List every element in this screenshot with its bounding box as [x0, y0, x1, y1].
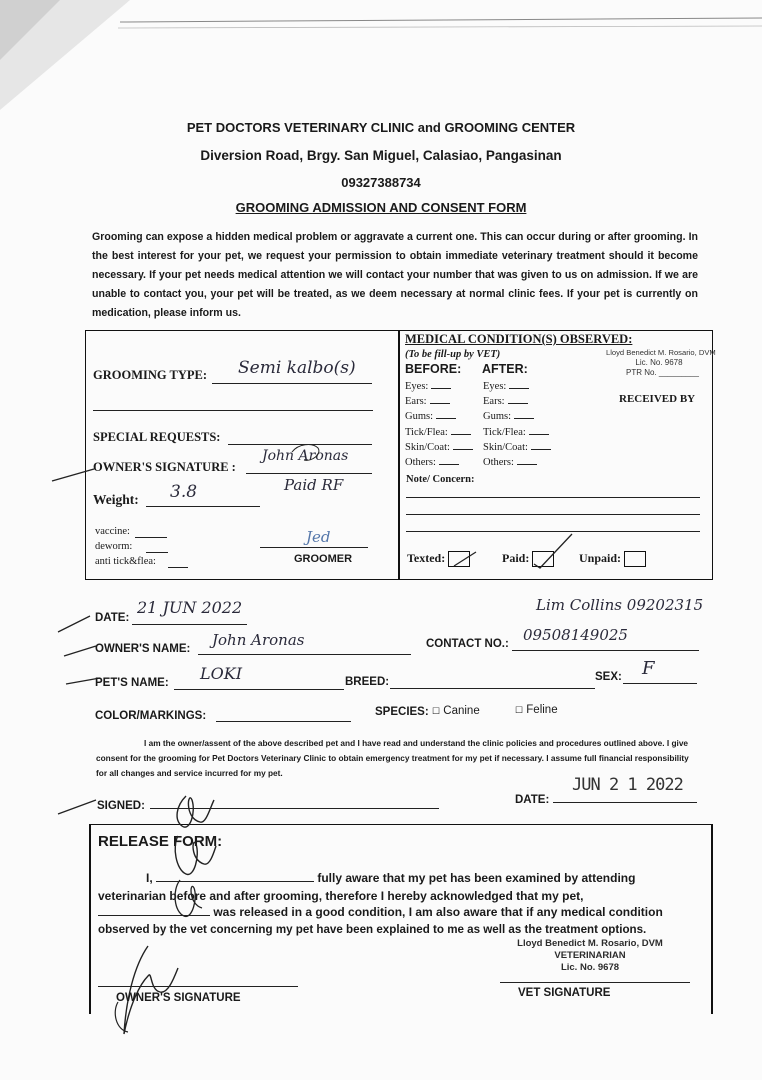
contact-label: CONTACT NO.: [426, 638, 509, 650]
vet-sig-line [500, 982, 690, 983]
contact-value: 09508149025 [523, 626, 628, 644]
note-line-2 [406, 514, 700, 515]
after-item [483, 410, 534, 422]
scan-edge-decoration [0, 0, 762, 110]
clinic-phone: 09327388734 [341, 175, 421, 190]
grooming-type-line-2 [93, 410, 373, 411]
intro-paragraph: Grooming can expose a hidden medical problem or aggravate a current one. This can occur during or after grooming. In the best interest for your pet, we request your permission to obtain immediate veterinary treatment should it become necessary. If your pet needs medical attention we will contact your number that was given to us on admission. If we are unable to contact you, your pet will be treated, as we deem necessary at normal clinic fees. If your pet is currently on medication, please inform us. [92, 231, 698, 319]
received-by-label: RECEIVED BY [619, 393, 696, 405]
release-line-4: observed by the vet concerning my pet have been explained to me as well as the treatment options. [98, 923, 647, 936]
before-item-label: Others: [405, 457, 436, 468]
owner-signature-line [246, 473, 372, 474]
grooming-type-line [212, 383, 372, 384]
date-label: DATE: [95, 612, 130, 624]
color-label: COLOR/MARKINGS: [95, 710, 207, 722]
release-line-3-text: was released in a good condition, I am also aware that if any medical condition [213, 905, 663, 919]
vet-stamp-top [606, 348, 716, 378]
release-title: RELEASE FORM: [98, 833, 223, 850]
vet-stamp-bottom-title: VETERINARIAN [554, 950, 626, 961]
groomer-line [260, 547, 368, 548]
breed-label: BREED: [345, 676, 390, 688]
after-label: AFTER: [482, 362, 528, 376]
after-item-blank [514, 410, 534, 419]
sex-value: F [642, 658, 655, 679]
medical-subtitle: (To be fill-up by VET) [405, 349, 501, 360]
after-item [483, 426, 549, 438]
canine-checkbox[interactable]: ☐ [432, 706, 441, 716]
sex-line [623, 683, 697, 684]
before-item-label: Tick/Flea: [405, 426, 448, 438]
after-item-blank [509, 380, 529, 389]
before-item-blank [453, 441, 473, 450]
after-item-label: Ears: [483, 396, 505, 408]
before-item [405, 380, 451, 392]
after-item-label: Others: [483, 457, 514, 468]
release-right-border [711, 824, 713, 1014]
after-item [483, 441, 551, 453]
owner-signature-label: OWNER'S SIGNATURE : [93, 460, 236, 474]
antitick-line [168, 567, 188, 568]
after-item [483, 456, 537, 468]
feline-label: Feline [526, 704, 558, 716]
feline-checkbox[interactable]: ☐ [515, 705, 524, 715]
before-item [405, 395, 450, 407]
species-canine-option[interactable] [432, 705, 480, 717]
before-item-blank [451, 426, 471, 435]
before-item [405, 426, 471, 438]
release-line-3 [98, 902, 696, 922]
date-line [132, 624, 247, 625]
deworm-line [146, 552, 168, 553]
clinic-address: Diversion Road, Brgy. San Miguel, Calasiao, Pangasinan [200, 148, 562, 163]
after-item-label: Skin/Coat: [483, 441, 528, 453]
after-item-label: Tick/Flea: [483, 426, 526, 438]
after-item-blank [508, 395, 528, 404]
after-item-blank [517, 456, 537, 465]
before-item-blank [430, 395, 450, 404]
before-item-blank [431, 380, 451, 389]
pet-name-value: LOKI [200, 664, 243, 683]
after-item-label: Gums: [483, 411, 512, 423]
before-item-label: Skin/Coat: [405, 441, 450, 453]
pet-name-line [174, 689, 344, 690]
weight-value: 3.8 [170, 482, 198, 502]
color-line [216, 721, 351, 722]
vaccine-line [135, 537, 167, 538]
release-i: I, [146, 871, 153, 885]
weight-label: Weight: [93, 492, 139, 507]
groomer-label: GROOMER [294, 553, 353, 565]
after-item [483, 380, 529, 392]
vet-stamp-lic: Lic. No. 9678 [635, 358, 683, 367]
canine-label: Canine [443, 705, 480, 717]
weight-line [146, 506, 260, 507]
before-item-blank [439, 456, 459, 465]
pet-name-label: PET'S NAME: [95, 677, 169, 689]
release-line-2: veterinarian before and after grooming, therefore I hereby acknowledged that my pet, [98, 889, 584, 903]
note-label: Note/ Concern: [406, 474, 475, 485]
before-item [405, 441, 473, 453]
clinic-name: PET DOCTORS VETERINARY CLINIC and GROOMING CENTER [186, 120, 576, 135]
release-line-1-text: fully aware that my pet has been examined by attending [317, 871, 636, 885]
vet-stamp-bottom-name: Lloyd Benedict M. Rosario, DVM [517, 938, 663, 949]
vet-stamp-bottom [500, 938, 680, 974]
consent-text: I am the owner/assent of the above described pet and I have read and understand the clinic policies and procedures outlined above. I give consent for the grooming for Pet Doctors Veterinary Clinic to obtain emergency treatment for my pet if necessary. I assume full financial responsibility for all changes and service incurred for my pet. [96, 738, 689, 778]
owner-sig-label: OWNER'S SIGNATURE [116, 992, 241, 1004]
check-marks [452, 530, 582, 570]
before-label: BEFORE: [405, 362, 462, 376]
grooming-type-value: Semi kalbo(s) [238, 358, 356, 378]
before-item [405, 410, 456, 422]
before-item-label: Ears: [405, 396, 427, 408]
antitick-label: anti tick&flea: [95, 556, 156, 567]
before-item-label: Eyes: [405, 381, 429, 392]
owner-name-label: OWNER'S NAME: [95, 643, 191, 655]
owner-signature-value: John Aronas [262, 448, 349, 464]
vet-stamp-name: Lloyd Benedict M. Rosario, DVM [606, 348, 716, 357]
release-line-1 [98, 868, 696, 888]
check-mark-owner [50, 455, 100, 485]
texted-label: Texted: [407, 551, 446, 565]
medical-title: MEDICAL CONDITION(S) OBSERVED: [405, 332, 633, 346]
consent-date-label: DATE: [515, 794, 550, 806]
sex-label: SEX: [595, 671, 622, 683]
deworm-label: deworm: [95, 541, 133, 552]
extra-note: Lim Collins 09202315 [536, 596, 704, 614]
unpaid-label: Unpaid: [579, 551, 622, 565]
owner-name-value: John Aronas [212, 631, 305, 649]
vaccine-label: vaccine: [95, 526, 130, 537]
consent-date-line [553, 802, 697, 803]
after-item-label: Eyes: [483, 381, 507, 392]
after-item-blank [531, 441, 551, 450]
breed-line [390, 688, 595, 689]
paid-note: Paid RF [284, 476, 344, 494]
paid-label: Paid: [502, 551, 530, 565]
date-value: 21 JUN 2022 [137, 598, 243, 617]
unpaid-checkbox[interactable] [624, 551, 646, 567]
box-divider [398, 330, 400, 579]
vet-stamp-bottom-lic: Lic. No. 9678 [560, 962, 620, 973]
owner-sig-line [98, 986, 298, 987]
unpaid-field [579, 551, 646, 567]
vet-stamp-ptr: PTR No. _________ [626, 368, 699, 377]
form-title: GROOMING ADMISSION AND CONSENT FORM [235, 200, 527, 215]
release-left-border [89, 824, 91, 1014]
after-item-blank [529, 426, 549, 435]
special-requests-label: SPECIAL REQUESTS: [93, 430, 221, 444]
signed-label: SIGNED: [97, 800, 145, 812]
groomer-value: Jed [306, 528, 331, 546]
after-item [483, 395, 528, 407]
grooming-type-label: GROOMING TYPE: [93, 368, 208, 382]
release-top-border [89, 824, 713, 825]
species-feline-option[interactable] [515, 704, 558, 716]
species-label: SPECIES: [375, 706, 429, 718]
vet-sig-label: VET SIGNATURE [518, 987, 611, 999]
before-item-blank [436, 410, 456, 419]
owner-name-line [198, 654, 411, 655]
before-item-label: Gums: [405, 411, 434, 423]
contact-line [512, 650, 699, 651]
signed-line [150, 808, 439, 809]
consent-date-stamp: JUN 2 1 2022 [572, 775, 683, 795]
special-requests-line [228, 444, 372, 445]
note-line-1 [406, 497, 700, 498]
before-item [405, 456, 459, 468]
